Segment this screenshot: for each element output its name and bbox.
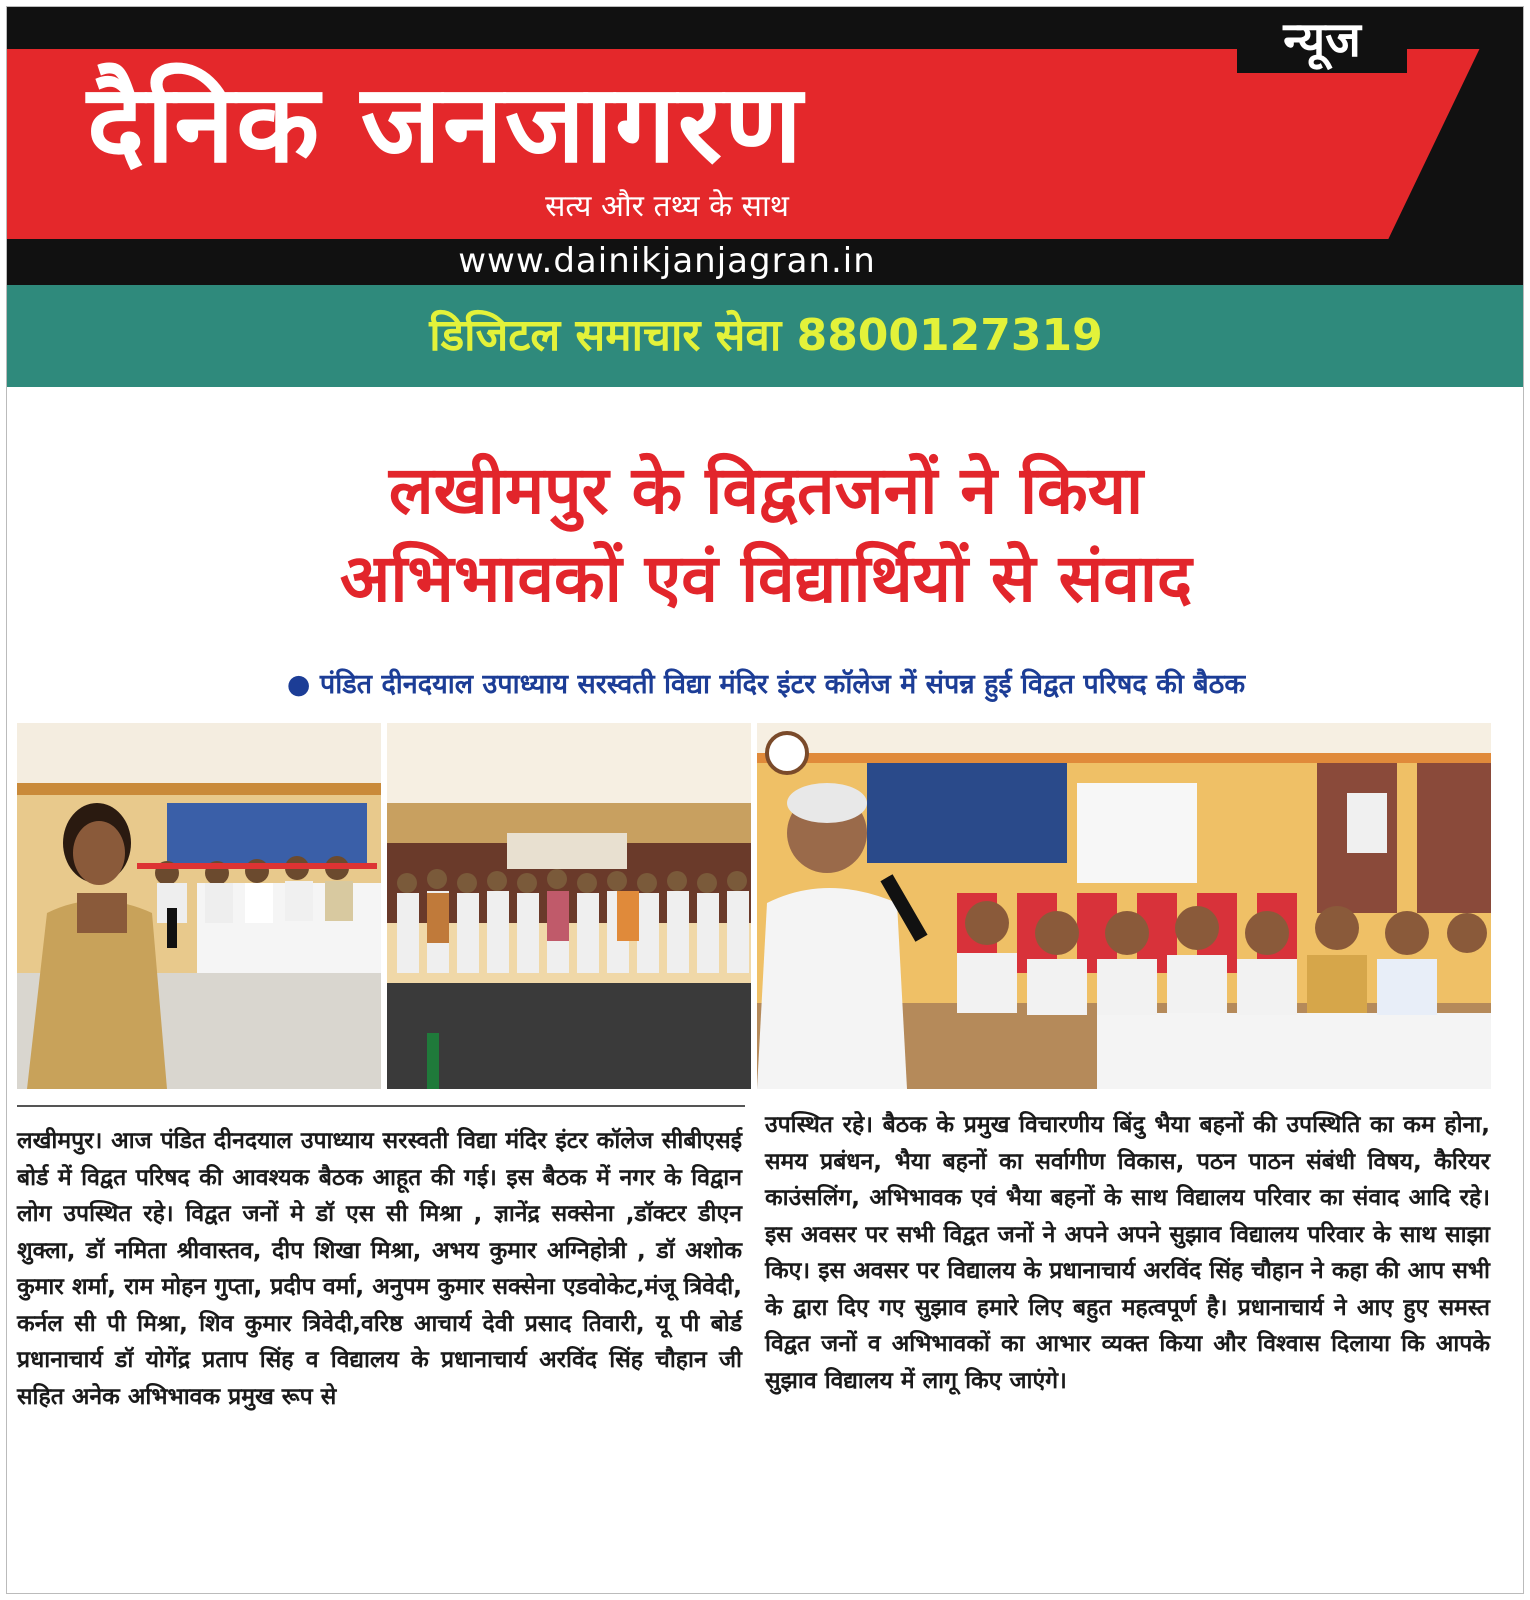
headline-line-1: लखीमपुर के विद्वतजनों ने किया [388, 452, 1144, 529]
article-column-2: उपस्थित रहे। बैठक के प्रमुख विचारणीय बिंदु भैया बहनों की उपस्थिति का कम होना, समय प्रबंधन, भैया बहनों का सर्वागीण विकास, पठन पाठन संबंधी विषय, कैरियर काउंसलिंग, अभिभावक एवं भैया बहनों के साथ विद्यालय परिवार का संवाद आदि रहे। इस अवसर पर सभी विद्वत जनों ने अपने अपने सुझाव विद्यालय परिवार के साथ साझा किए। इस अवसर पर विद्यालय के प्रधानाचार्य अरविंद सिंह चौहान ने कहा की आप सभी के द्वारा दिए गए सुझाव हमारे लिए बहुत महत्वपूर्ण है। प्रधानाचार्य ने आए हुए समस्त विद्वत जनों व अभिभावकों का आभार व्यक्त किया और विश्वास दिलाया कि आपके सुझाव विद्यालय में लागू किए जाएंगे। [765, 1112, 1490, 1394]
article-headline [7, 447, 1524, 623]
news-tab-label: न्यूज [1283, 12, 1361, 68]
article-subhead: ● पंडित दीनदयाल उपाध्याय सरस्वती विद्या मंदिर इंटर कॉलेज में संपन्न हुई विद्वत परिषद की बैठक [286, 669, 1246, 700]
photo-group [387, 723, 751, 1089]
masthead-tagline: सत्य और तथ्य के साथ [545, 189, 789, 224]
masthead-url[interactable]: www.dainikjanjagran.in [458, 241, 876, 281]
column-divider-rule [17, 1105, 745, 1107]
newspaper-logo-title: दैनिक जनजागरण [87, 62, 805, 187]
masthead [7, 7, 1524, 285]
digital-service-band [7, 285, 1524, 387]
headline-line-2: अभिभावकों एवं विद्यार्थियों से संवाद [339, 540, 1193, 617]
news-page [6, 6, 1524, 1594]
photo-speaker-woman [17, 723, 381, 1089]
article-column-1: लखीमपुर। आज पंडित दीनदयाल उपाध्याय सरस्वती विद्या मंदिर इंटर कॉलेज सीबीएसई बोर्ड में विद्वत परिषद की आवश्यक बैठक आहूत की गई। इस बैठक में नगर के विद्वान लोग उपस्थित रहे। विद्वत जनों मे डॉ एस सी मिश्रा , ज्ञानेंद्र सक्सेना ,डॉक्टर डीएन शुक्ला, डॉ नमिता श्रीवास्तव, दीप शिखा मिश्रा, अभय कुमार अग्निहोत्री , डॉ अशोक कुमार शर्मा, राम मोहन गुप्ता, प्रदीप वर्मा, अनुपम कुमार सक्सेना एडवोकेट,मंजू त्रिवेदी, कर्नल सी पी मिश्रा, शिव कुमार त्रिवेदी,वरिष्ठ आचार्य देवी प्रसाद तिवारी, यू पी बोर्ड प्रधानाचार्य डॉ योगेंद्र प्रताप सिंह व विद्यालय के प्रधानाचार्य अरविंद सिंह चौहान जी सहित अनेक अभिभावक प्रमुख रूप से [17, 1128, 742, 1410]
digital-service-text: डिजिटल समाचार सेवा 8800127319 [429, 310, 1103, 361]
news-tab [1237, 7, 1407, 73]
photo-seated-guests [757, 723, 1491, 1089]
